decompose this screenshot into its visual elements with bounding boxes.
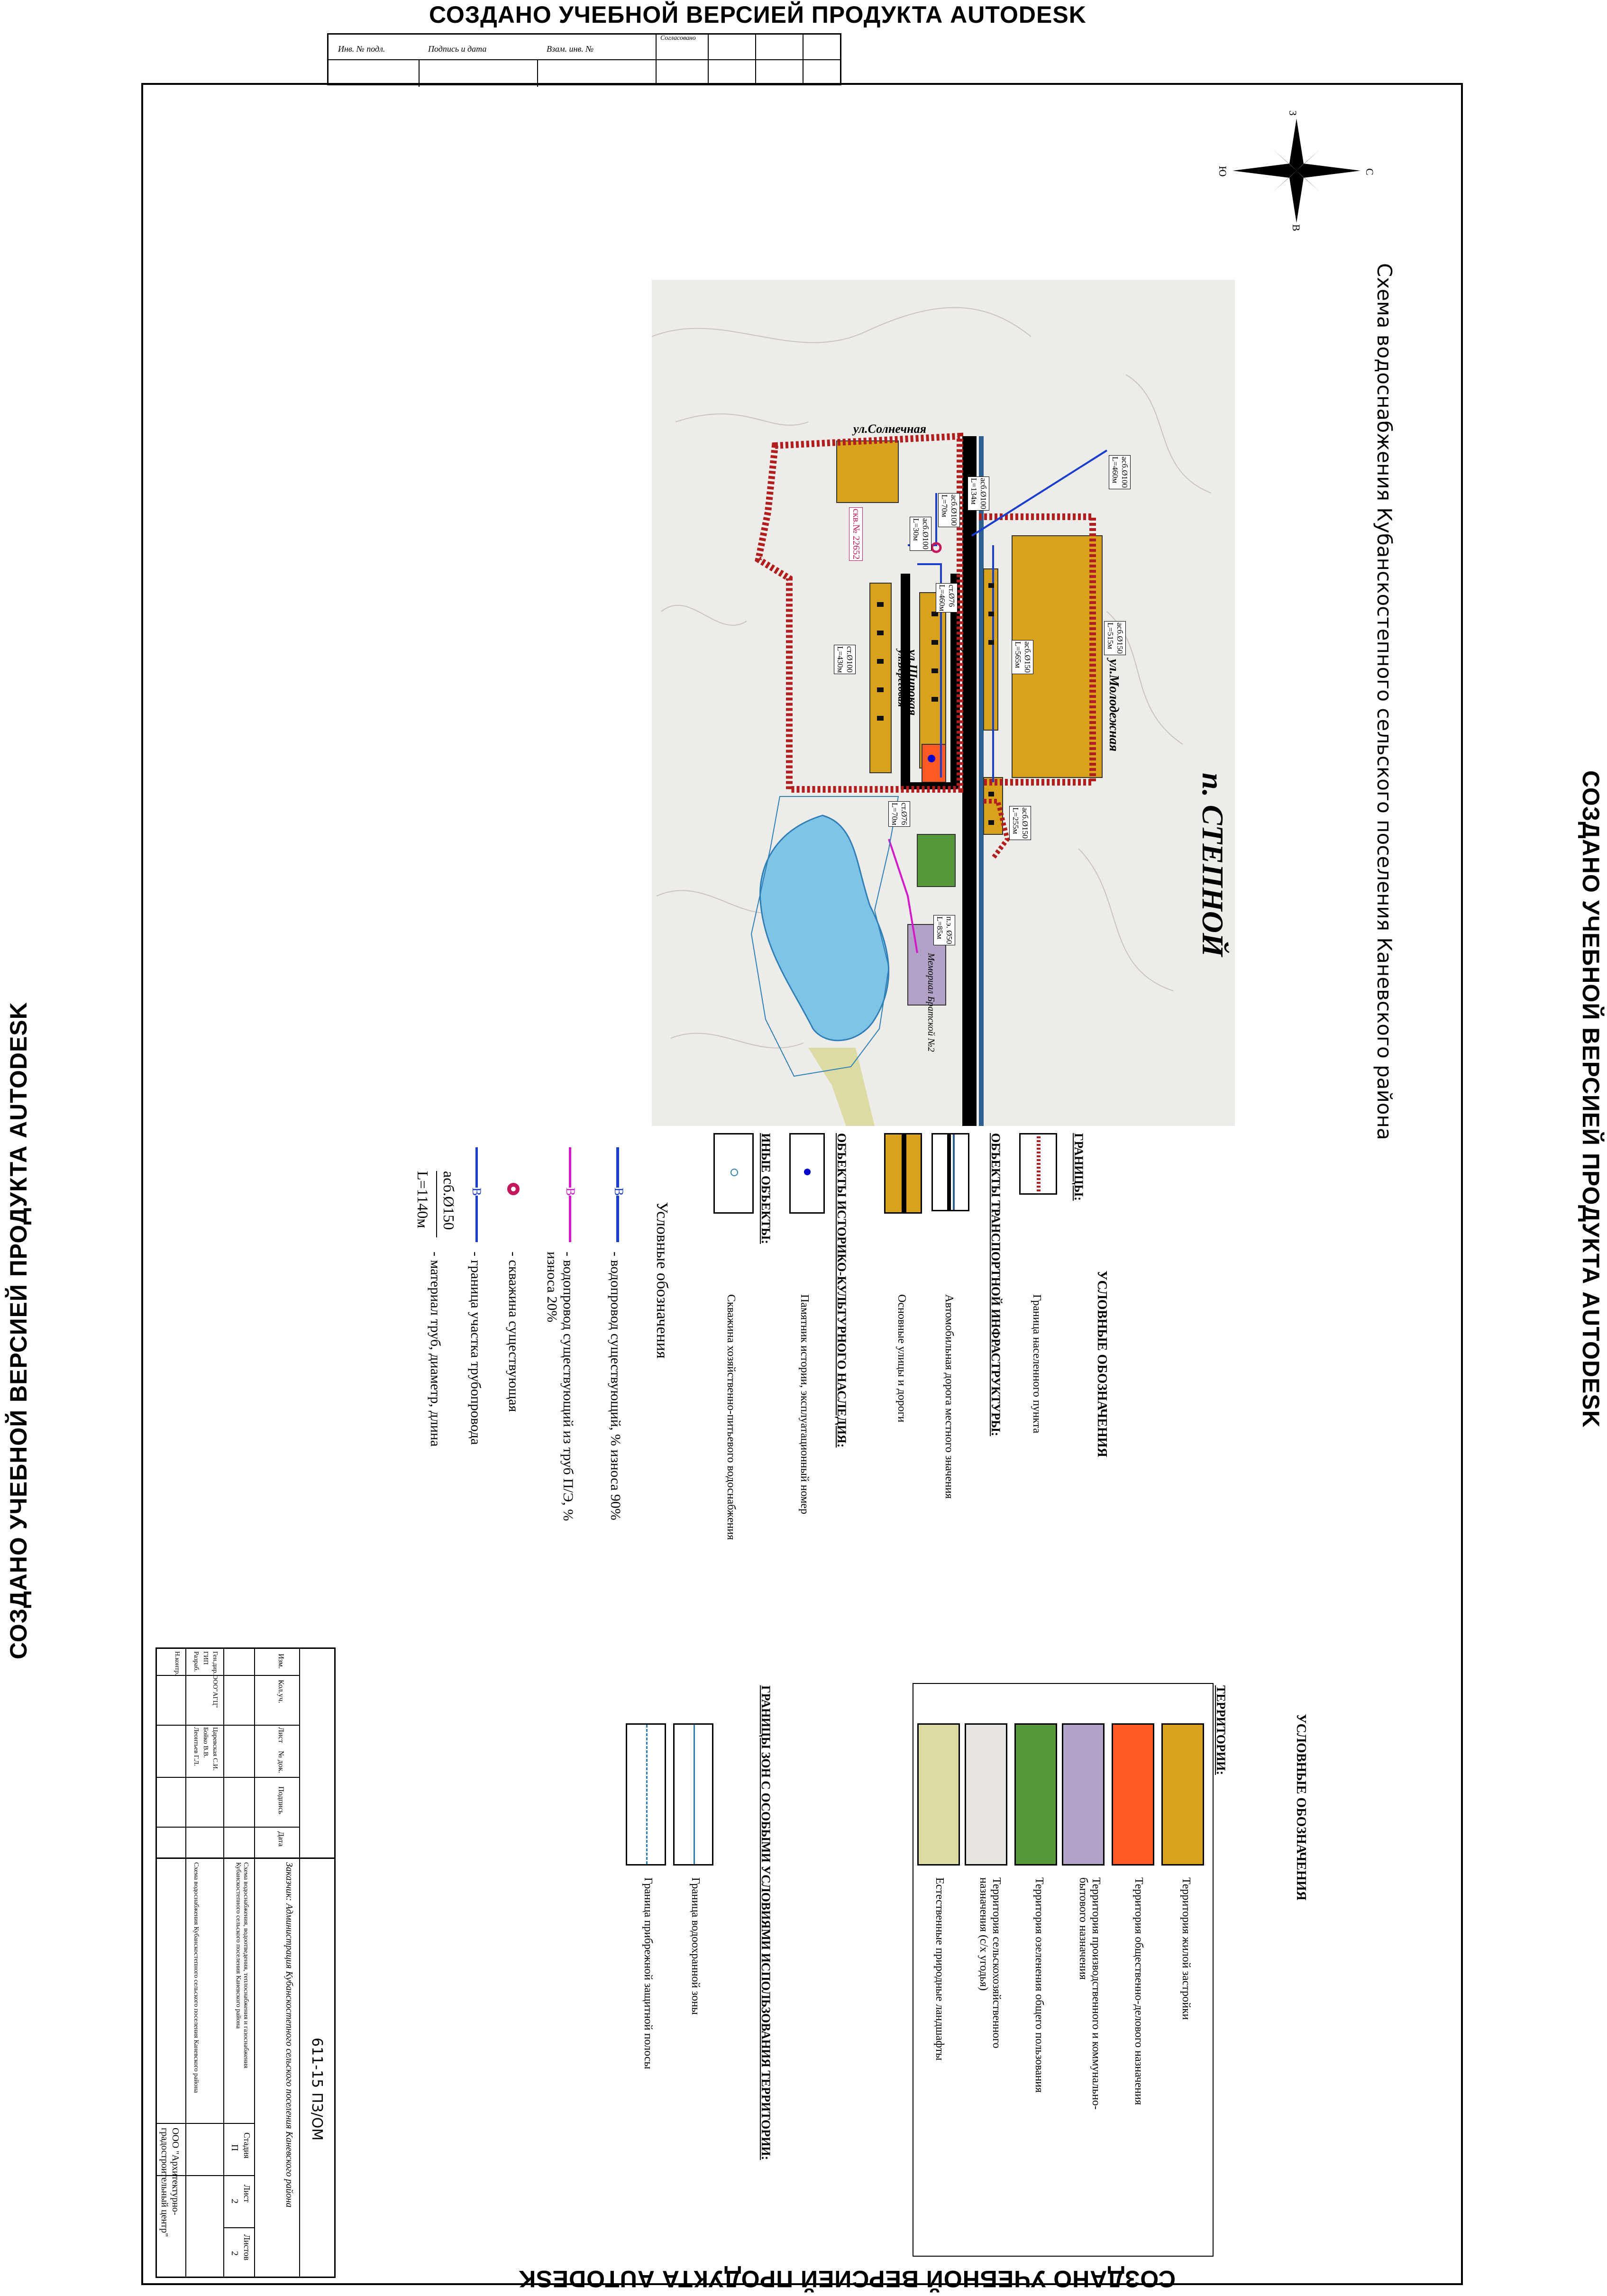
legend-pipe-example-text: - материал труб, диаметр, длина	[428, 1252, 443, 1447]
compass-e: В	[1290, 224, 1302, 231]
tb-row-role: Ген.дир.ООО"АГЦ"	[211, 1651, 219, 1708]
tb-col-sheet: Лист	[242, 2185, 252, 2203]
compass-rose-icon	[1214, 109, 1379, 232]
swatch-public	[1112, 1723, 1154, 1866]
tb-hdr-list: Лист	[277, 1727, 285, 1743]
zone-coastal-strip-text: Граница прибрежной защитной полосы	[642, 1877, 654, 2069]
tb-sheet-name: Схема водоснабжения Кубанскостепного сельского поселения Каневского района	[192, 1862, 200, 2093]
street-label-shkolnaya: ул.Школьная	[960, 649, 974, 721]
tb-hdr-ndok: № док.	[277, 1751, 285, 1774]
legend-swatch-road	[931, 1133, 969, 1211]
tb-col-sheets: Листов	[242, 2234, 252, 2260]
pipe-label: асб.Ø100 L=70м	[938, 493, 960, 527]
tb-hdr-sign: Подпись	[277, 1786, 285, 1814]
legend-streets-text: Основные улицы и дороги	[895, 1294, 908, 1423]
legend-monument-text: Памятник истории, эксплуатационный номер	[798, 1294, 811, 1514]
tb-row-role: ГИП	[202, 1651, 209, 1665]
tb-sheets: 2	[229, 2251, 240, 2256]
stamp-label: Согласовано	[660, 35, 696, 42]
legend-borders-heading: ГРАНИЦЫ:	[1072, 1133, 1086, 1201]
approval-stamp	[327, 33, 841, 85]
tb-row-name: Бойко В.В.	[202, 1727, 209, 1758]
street-label-beregovaya: ул.Береговая	[896, 649, 908, 707]
swatch-green	[1014, 1723, 1057, 1866]
zone-residential-5	[984, 569, 998, 730]
legend-pipe-example-length: L=1140м	[414, 1171, 431, 1228]
legend-pipe-old-letter: В	[612, 1188, 626, 1196]
swatch-agricultural	[965, 1723, 1007, 1866]
legend-pipe-section-text: - граница участка трубопровода	[468, 1252, 484, 1445]
swatch-production	[1062, 1723, 1105, 1866]
compass-s: Ю	[1217, 166, 1229, 177]
zone-residential-6	[984, 778, 1003, 834]
swatch-coastal-strip	[626, 1723, 666, 1866]
pipe-label: асб.Ø100 L=30м	[910, 517, 931, 551]
pipe-label: ст.Ø76 L=460м	[936, 583, 958, 613]
map-area	[652, 280, 1235, 1126]
legend-pipe-example-material: асб.Ø150	[440, 1171, 457, 1230]
legend-swatch-well	[713, 1133, 754, 1214]
tb-code: 611-15 ПЗ/ОМ	[309, 2038, 325, 2141]
tb-company: ООО "Архитектурно-градостроительный центр"	[159, 2128, 181, 2237]
watermark-top: СОЗДАНО УЧЕБНОЙ ВЕРСИЕЙ ПРОДУКТА AUTODESK	[429, 1, 1087, 28]
legend-swatch-border	[1019, 1133, 1057, 1195]
legend-pipe-pe-text: - водопровод существующий из труб П/Э, % износа 20%	[544, 1252, 576, 1521]
tb-row-name: Леонтьев Г.Л.	[192, 1727, 200, 1766]
pipe-label: ст.Ø76 L=70м	[888, 801, 910, 827]
zone-water-protection-text: Граница водоохранной зоны	[689, 1877, 702, 2015]
legend-zones-heading: ГРАНИЦЫ ЗОН С ОСОБЫМИ УСЛОВИЯМИ ИСПОЛЬЗОВАНИЯ ТЕРРИТОРИИ:	[759, 1685, 773, 2160]
zone-residential-4	[870, 583, 891, 773]
pipe-label: асб.Ø150 L=515м	[1104, 621, 1126, 655]
pond	[760, 815, 889, 1041]
legend-heritage-heading: ОБЪЕКТЫ ИСТОРИКО-КУЛЬТУРНОГО НАСЛЕДИЯ:	[835, 1133, 849, 1448]
stamp-cell-inv: Инв. № подл.	[338, 44, 385, 54]
swatch-residential	[1161, 1723, 1204, 1866]
tb-hdr-izm: Изм.	[277, 1654, 285, 1669]
legend-pipe-section-letter: В	[470, 1188, 484, 1196]
territory-agricultural-text: Территория сельскохозяйственного назначения (с/х угодья)	[977, 1877, 1003, 2049]
zone-green	[917, 834, 955, 887]
tb-stage: П	[229, 2144, 240, 2151]
territory-green-text: Территория озеленения общего пользования	[1033, 1877, 1045, 2093]
watermark-left: СОЗДАНО УЧЕБНОЙ ВЕРСИЕЙ ПРОДУКТА AUTODESK	[5, 1002, 32, 1659]
legend-territories-heading: ТЕРРИТОРИИ:	[1214, 1685, 1228, 1775]
legend-pipe-pe-letter: В	[564, 1188, 577, 1196]
stamp-cell-sign: Подпись и дата	[428, 44, 487, 54]
street-label-shirokaya: ул.Широкая	[906, 649, 920, 716]
watermark-bottom: СОЗДАНО УЧЕБНОЙ ВЕРСИЕЙ ПРОДУКТА AUTODESK	[518, 2266, 1176, 2292]
swatch-natural	[917, 1723, 960, 1866]
legend-transport-heading: ОБЪЕКТЫ ТРАНСПОРТНОЙ ИНФРАСТРУКТУРЫ:	[989, 1133, 1003, 1436]
legend-water-title: Условные обозначения	[653, 1202, 671, 1359]
legend-well-existing-text: - скважина существующая	[506, 1252, 521, 1412]
well-label: скв.№ 22652	[849, 507, 863, 561]
tb-project: Схема водоснабжения, водоотведения, теплоснабжения и газоснабжения Кубанскостепного сельского поселения Каневского района	[235, 1862, 249, 2068]
legend-well-symbol	[507, 1183, 520, 1195]
legend-swatch-monument	[789, 1133, 825, 1214]
legend-pipe-old-text: - водопровод существующий, % износа 90%	[608, 1252, 623, 1520]
pipe-label: асб.Ø150 L=255м	[1009, 806, 1031, 840]
tb-customer: Заказчик: Администрация Кубанскостепного сельского поселения Каневского района	[284, 1862, 294, 2208]
territory-public-text: Территория общественно-делового назначения	[1132, 1877, 1145, 2105]
stamp-cell-replace: Взам. инв. №	[547, 44, 594, 54]
tb-hdr-date: Дата	[277, 1831, 285, 1847]
memorial-icon	[928, 755, 935, 762]
street-label-solnechnaya: ул.Солнечная	[853, 422, 927, 436]
pipe-label: асб.Ø100 L=134м	[968, 476, 989, 511]
pipe-label: п.э. Ø50 L=85м	[933, 915, 955, 945]
legend-top-title: УСЛОВНЫЕ ОБОЗНАЧЕНИЯ	[1095, 1271, 1109, 1457]
legend-well-text: Скважина хозяйственно-питьевого водоснабжения	[725, 1294, 737, 1540]
pipe-label: асб.Ø150 L=565м	[1012, 640, 1033, 674]
tb-row-role: Разраб.	[192, 1651, 200, 1672]
pipe-label: ст.Ø100 L=430м	[834, 645, 856, 674]
zone-public	[922, 744, 946, 782]
legend-other-heading: ИНЫЕ ОБЪЕКТЫ:	[759, 1133, 773, 1244]
pipe-label: асб.Ø100 L=460м	[1109, 455, 1131, 489]
tb-sheet: 2	[229, 2199, 240, 2204]
tb-col-stage: Стадия	[242, 2132, 252, 2159]
drawing-title: Схема водоснабжения Кубанскостепного сельского поселения Каневского района	[1373, 263, 1396, 1140]
zone-residential-1	[837, 441, 898, 503]
memorial-label: Мемориал Братской №2	[926, 953, 936, 1052]
territory-residential-text: Территория жилой застройки	[1180, 1877, 1192, 2020]
legend-territories-title: УСЛОВНЫЕ ОБОЗНАЧЕНИЯ	[1294, 1714, 1308, 1901]
legend-swatch-streets	[884, 1133, 922, 1214]
street-label-molodezhnaya: ул.Молодежная	[1106, 659, 1121, 752]
tb-hdr-koluch: Кол.уч.	[277, 1680, 285, 1703]
watermark-right: СОЗДАНО УЧЕБНОЙ ВЕРСИЕЙ ПРОДУКТА AUTODESK	[1578, 770, 1604, 1428]
compass-n: С	[1364, 168, 1376, 175]
swatch-water-protection	[673, 1723, 713, 1866]
territory-production-text: Территория производственного и коммунально-бытового назначения	[1077, 1877, 1102, 2110]
tb-row-role: Н.контр.	[173, 1651, 181, 1675]
legend-road-text: Автомобильная дорога местного значения	[943, 1294, 955, 1499]
tb-row-name: Царевская С.И.	[211, 1727, 219, 1771]
territory-natural-text: Естественные природные ландшафты	[933, 1877, 946, 2061]
compass-w: З	[1287, 110, 1299, 116]
title-block	[155, 1647, 336, 2278]
legend-border-text: Граница населенного пункта	[1031, 1294, 1043, 1434]
place-name: п. СТЕПНОЙ	[1196, 773, 1230, 957]
